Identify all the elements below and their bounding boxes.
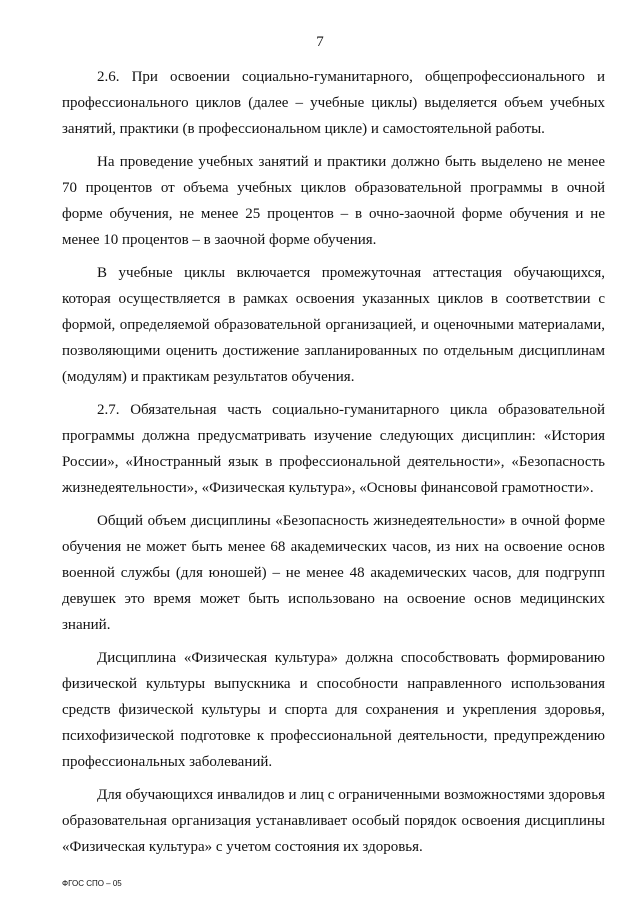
paragraph-disabled-students: Для обучающихся инвалидов и лиц с ограниченными возможностями здоровья образовательная организация устанавливает особый порядок освоения дисциплины «Физическая культура» с учетом состояния их здоровья. bbox=[62, 787, 605, 855]
paragraph-2-6: 2.6. При освоении социально-гуманитарного, общепрофессионального и профессионального циклов (далее – учебные циклы) выделяется объем учебных занятий, практики (в профессиональном цикле) и самостоятельной работы. bbox=[62, 69, 605, 137]
document-body bbox=[62, 64, 605, 867]
paragraph-practice-share: На проведение учебных занятий и практики должно быть выделено не менее 70 процентов от объема учебных циклов образовательной программы в очной форме обучения, не менее 25 процентов – в очно-заочной форме обучения и не менее 10 процентов – в заочной форме обучения. bbox=[62, 154, 605, 248]
paragraph-2-7: 2.7. Обязательная часть социально-гуманитарного цикла образовательной программы должна предусматривать изучение следующих дисциплин: «История России», «Иностранный язык в профессиональной деятельности», «Безопасность жизнедеятельности», «Физическая культура», «Основы финансовой грамотности». bbox=[62, 402, 605, 496]
paragraph-physical-culture: Дисциплина «Физическая культура» должна способствовать формированию физической культуры выпускника и способности направленного использования средств физической культуры и спорта для сохранения и укрепления здоровья, психофизической подготовке к профессиональной деятельности, предупреждению профессиональных заболеваний. bbox=[62, 650, 605, 770]
paragraph-life-safety-volume: Общий объем дисциплины «Безопасность жизнедеятельности» в очной форме обучения не может быть менее 68 академических часов, из них на освоение основ военной службы (для юношей) – не менее 48 академических часов, для подгрупп девушек это время может быть использовано на освоение основ медицинских знаний. bbox=[62, 513, 605, 633]
page-number: 7 bbox=[316, 34, 324, 50]
document-footer-code: ФГОС СПО – 05 bbox=[62, 879, 122, 888]
paragraph-intermediate-attestation: В учебные циклы включается промежуточная аттестация обучающихся, которая осуществляется в рамках освоения указанных циклов в соответствии с формой, определяемой образовательной организацией, и оценочными материалами, позволяющими оценить достижение запланированных по отдельным дисциплинам (модулям) и практикам результатов обучения. bbox=[62, 265, 605, 385]
